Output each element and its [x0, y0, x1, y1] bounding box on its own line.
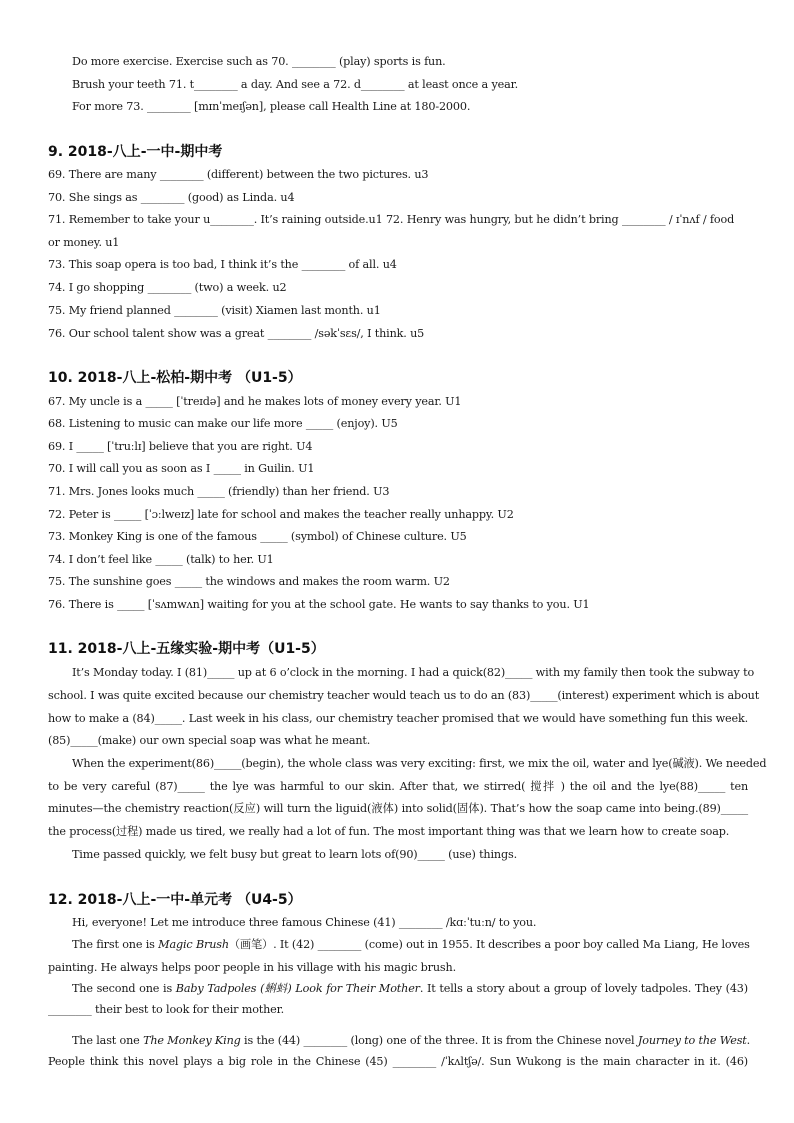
s11-p2-line4: the process(过程) made us tired, we really had a lot of fun. The most important thing was that we learn how to create soap.	[48, 825, 730, 838]
s10-q75: 75. The sunshine goes _____ the windows and makes the room warm. U2	[48, 575, 450, 588]
s9-q70: 70. She sings as ________ (good) as Linda. u4	[48, 191, 295, 204]
top-line-2: Brush your teeth 71. t________ a day. And see a 72. d________ at least once a year.	[72, 78, 519, 91]
top-line-3: For more 73. ________ [mɪnˈmeɪʃən], please call Health Line at 180-2000.	[72, 100, 471, 113]
s9-q74: 74. I go shopping ________ (two) a week. u2	[48, 281, 287, 294]
s12-p4-title-2: Journey to the West	[637, 1034, 747, 1047]
s9-q73: 73. This soap opera is too bad, I think it’s the ________ of all. u4	[48, 258, 397, 271]
s10-q73: 73. Monkey King is one of the famous _____ (symbol) of Chinese culture. U5	[48, 530, 467, 543]
s11-p1-line4: (85)_____(make) our own special soap was what he meant.	[48, 734, 371, 747]
s10-q76: 76. There is _____ [ˈsʌmwʌn] waiting for you at the school gate. He wants to say thanks to you. U1	[48, 598, 590, 611]
s11-p2-line1: When the experiment(86)_____(begin), the whole class was very exciting: first, we mix the oil, water and lye(碱液). We needed	[72, 757, 767, 770]
s9-q71-q72: 71. Remember to take your u________. It’s raining outside.u1 72. Henry was hungry, but he didn’t bring ________ / ɪˈnʌf / food	[48, 213, 735, 226]
s12-p2-title: Magic Brush	[158, 938, 229, 951]
s12-p2-text-a: The first one is	[72, 938, 159, 951]
s11-p3: Time passed quickly, we felt busy but great to learn lots of(90)_____ (use) things.	[72, 848, 517, 861]
s12-p4-line2: People think this novel plays a big role in the Chinese (45) ________ /ˈkʌltʃə/. Sun Wukong is the main character in it. (46)	[48, 1055, 748, 1068]
s12-p3-text-a: The second one is	[72, 982, 176, 995]
s10-q69: 69. I _____ [ˈtruːlɪ] believe that you are right. U4	[48, 440, 313, 453]
s12-p4-text-b: is the (44) ________ (long) one of the three. It is from the Chinese novel	[240, 1034, 638, 1047]
s9-q75: 75. My friend planned ________ (visit) Xiamen last month. u1	[48, 304, 381, 317]
top-line-1: Do more exercise. Exercise such as 70. ________ (play) sports is fun.	[72, 55, 446, 68]
s12-p4-line1	[72, 1034, 751, 1048]
s12-p3-line1	[72, 982, 748, 996]
s10-q70: 70. I will call you as soon as I _____ in Guilin. U1	[48, 462, 315, 475]
section-10-title: 10. 2018-八上-松柏-期中考 （U1-5）	[48, 370, 302, 386]
s12-p2-line2: painting. He always helps poor people in his village with his magic brush.	[48, 961, 456, 974]
s12-p4-text-c: .	[746, 1034, 751, 1047]
s11-p1-line2: school. I was quite excited because our chemistry teacher would teach us to do an (83)_____(interest) experiment which is about	[48, 689, 760, 702]
s12-p1: Hi, everyone! Let me introduce three famous Chinese (41) ________ /kɑːˈtuːn/ to you.	[72, 916, 537, 929]
s11-p1-line3: how to make a (84)_____. Last week in his class, our chemistry teacher promised that we would have something fun this week.	[48, 712, 748, 725]
s12-p2-line1	[72, 938, 748, 952]
s12-p3-line2: ________ their best to look for their mother.	[48, 1003, 285, 1016]
section-11-title: 11. 2018-八上-五缘实验-期中考（U1-5）	[48, 641, 325, 657]
s12-p3-text-b: . It tells a story about a group of lovely tadpoles. They (43)	[419, 982, 748, 995]
s11-p2-line2: to be very careful (87)_____ the lye was harmful to our skin. After that, we stirred( 搅拌 ) the oil and the lye(88)_____ ten	[48, 780, 748, 793]
s12-p4-title-1: The Monkey King	[143, 1034, 241, 1047]
s11-p1-line1: It’s Monday today. I (81)_____ up at 6 o’clock in the morning. I had a quick(82)_____ with my family then took the subway to	[72, 666, 755, 679]
s9-q72-cont: or money. u1	[48, 236, 120, 249]
s9-q76: 76. Our school talent show was a great ________ /səkˈsɛs/, I think. u5	[48, 327, 425, 340]
s10-q71: 71. Mrs. Jones looks much _____ (friendly) than her friend. U3	[48, 485, 390, 498]
s12-p3-title: Baby Tadpoles (蝌蚪) Look for Their Mother	[175, 982, 420, 995]
s10-q72: 72. Peter is _____ [ˈɔːlweɪz] late for school and makes the teacher really unhappy. U2	[48, 508, 514, 521]
s9-q69: 69. There are many ________ (different) between the two pictures. u3	[48, 168, 429, 181]
s10-q74: 74. I don’t feel like _____ (talk) to her. U1	[48, 553, 274, 566]
section-9-title: 9. 2018-八上-一中-期中考	[48, 144, 223, 160]
s10-q67: 67. My uncle is a _____ [ˈtreɪdə] and he makes lots of money every year. U1	[48, 395, 462, 408]
section-12-title: 12. 2018-八上-一中-单元考 （U4-5）	[48, 892, 302, 908]
s12-p4-text-a: The last one	[72, 1034, 144, 1047]
s11-p2-line3: minutes—the chemistry reaction(反应) will turn the liguid(液体) into solid(固体). That’s how the soap came into being.(89)_____	[48, 802, 748, 815]
s10-q68: 68. Listening to music can make our life more _____ (enjoy). U5	[48, 417, 398, 430]
s12-p2-text-b: （画笔）. It (42) ________ (come) out in 1955. It describes a poor boy called Ma Liang, He loves	[228, 938, 750, 951]
